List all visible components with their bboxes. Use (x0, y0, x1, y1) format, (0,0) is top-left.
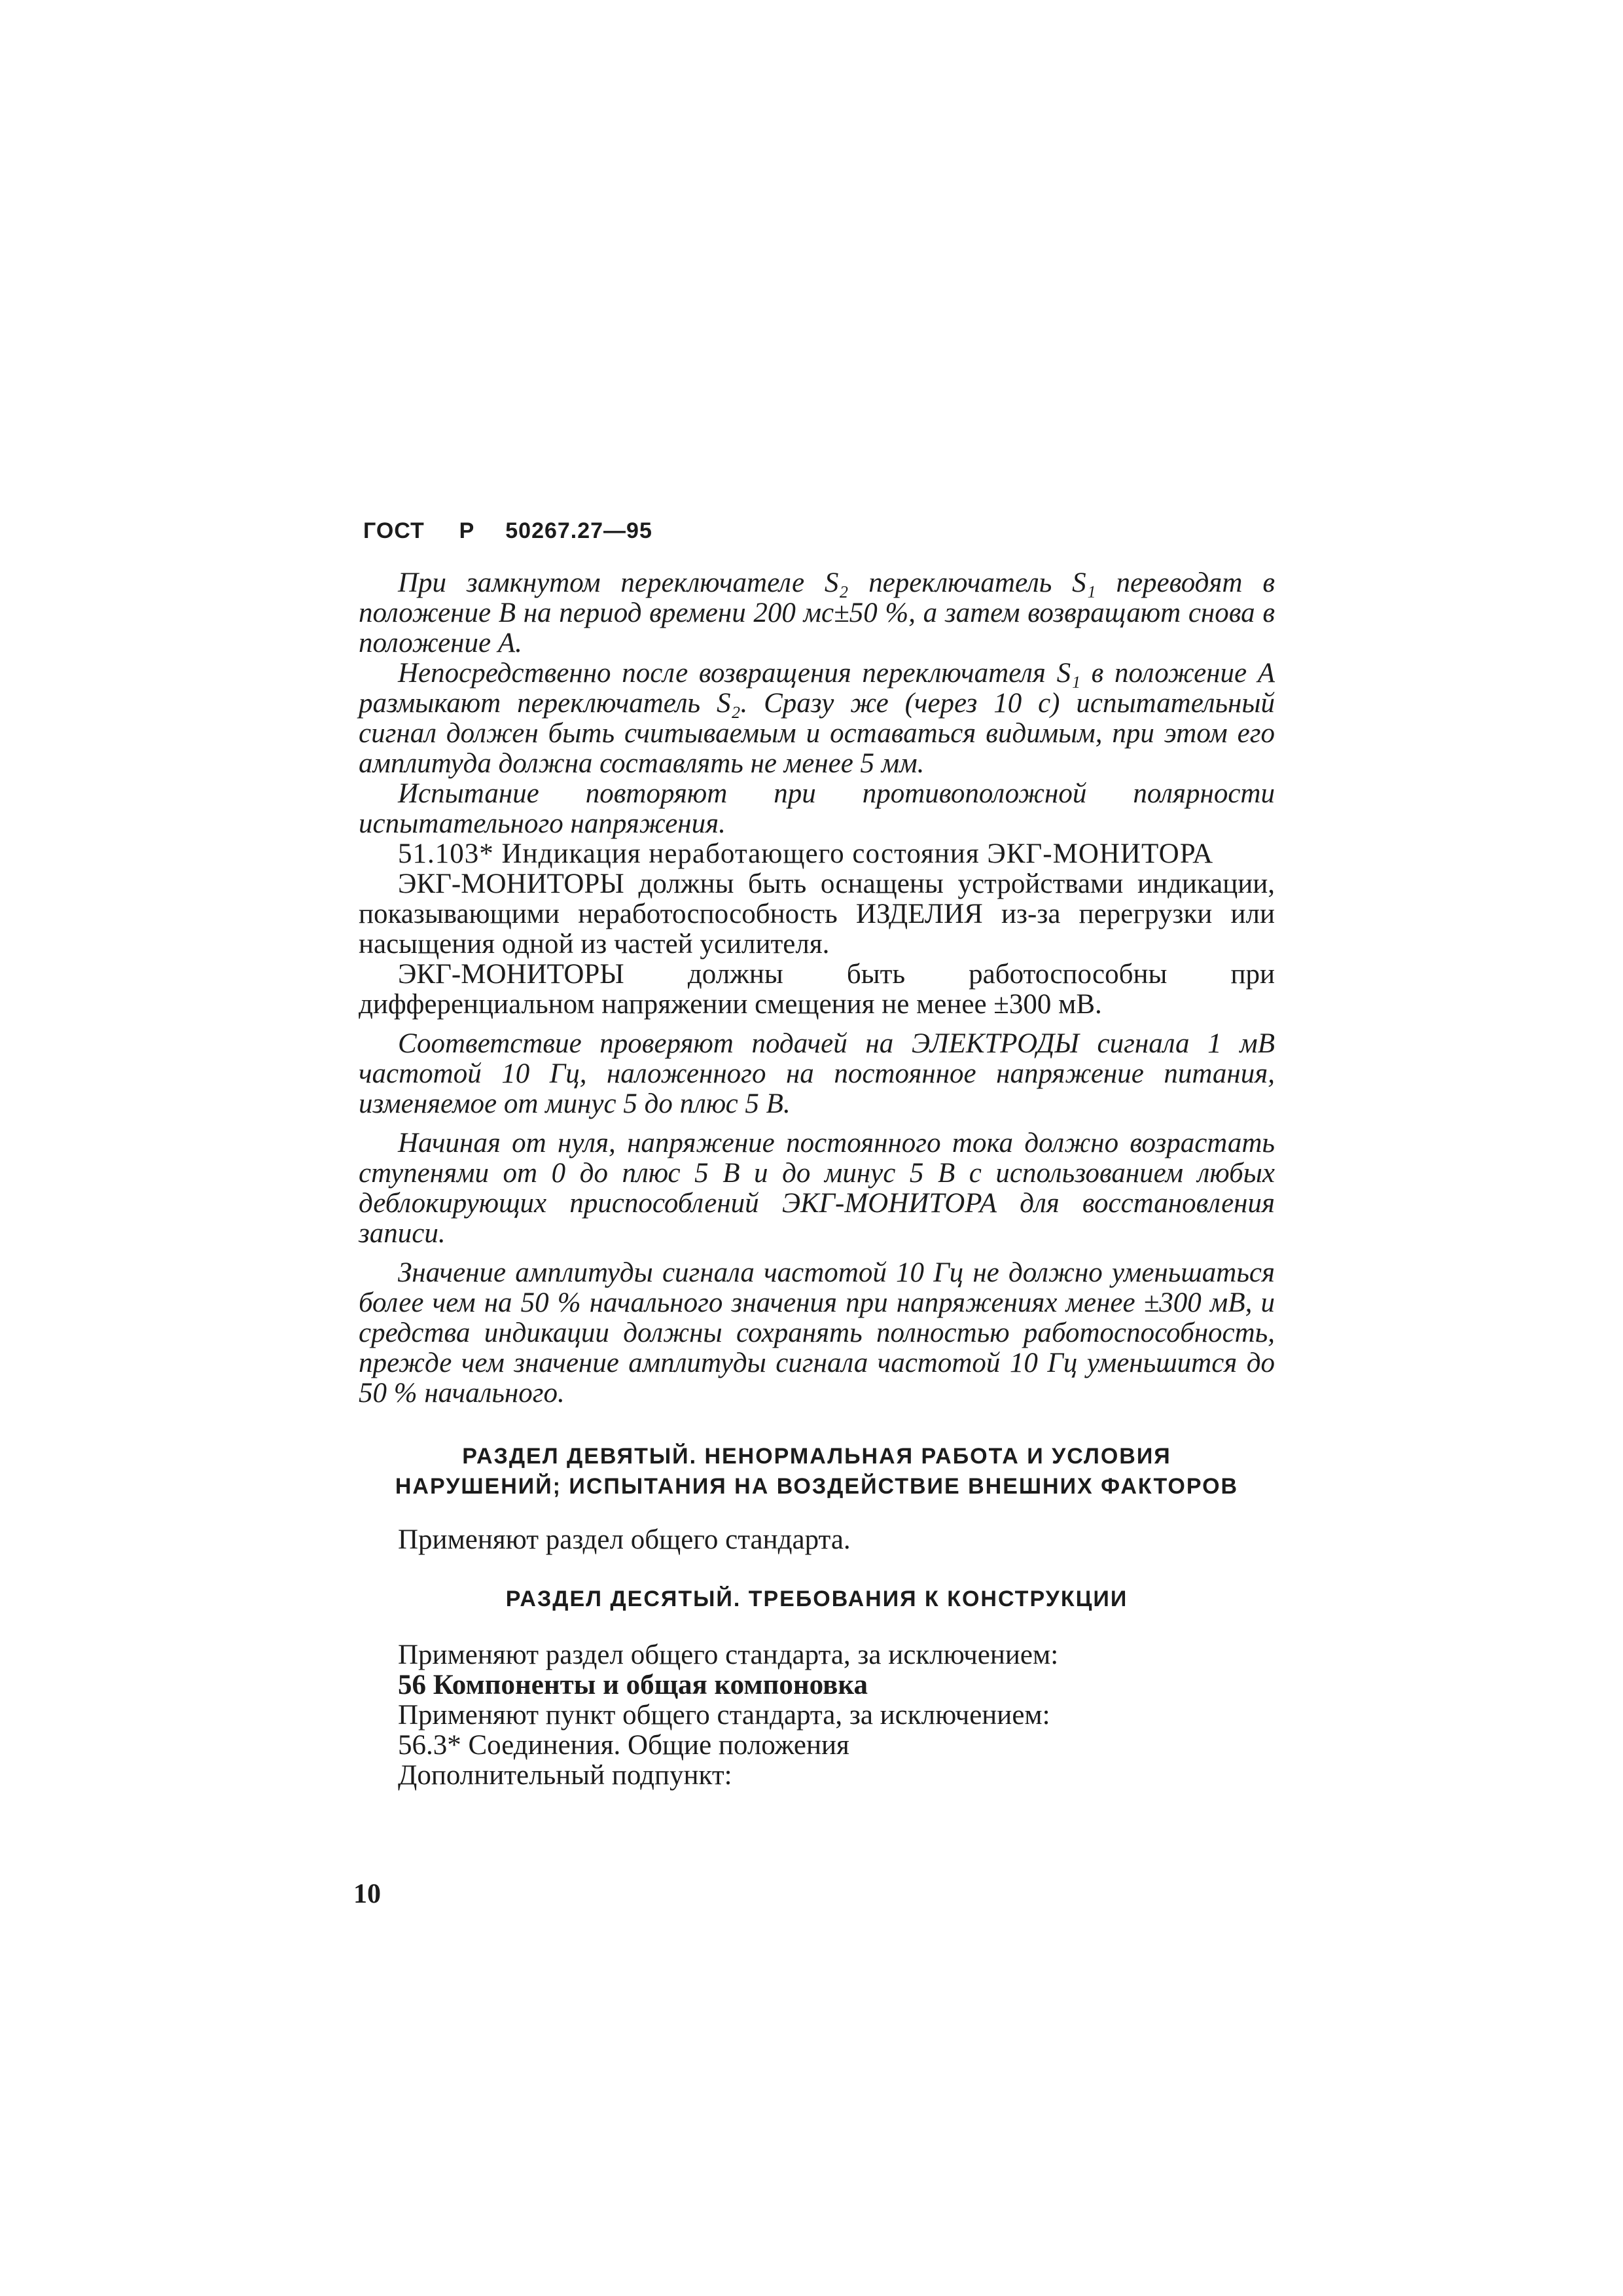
section-9-title-line1: РАЗДЕЛ ДЕВЯТЫЙ. НЕНОРМАЛЬНАЯ РАБОТА И УСЛОВИЯ (462, 1444, 1171, 1469)
paragraph-6: ЭКГ-МОНИТОРЫ должны быть работоспособны при дифференциальном напряжении смещения не менее ±300 мВ. (359, 959, 1275, 1020)
clause-56-title: 56 Компоненты и общая компоновка (398, 1670, 868, 1700)
document-body (359, 568, 1275, 1791)
clause-51-103: 51.103* Индикация неработающего состояния ЭКГ-МОНИТОРА (398, 838, 1214, 869)
page-number: 10 (353, 1879, 381, 1909)
section-10-line1: Применяют раздел общего стандарта, за исключением: (398, 1640, 1059, 1670)
header-number: 50267.27—95 (505, 518, 652, 543)
paragraph-1: При замкнутом переключателе S₂ переключатель S₁ переводят в положение В на период времени 200 мс±50 %, а затем возвращают снова в положение А. (359, 567, 1275, 658)
header-letter: Р (459, 518, 475, 543)
clause-56-3: 56.3* Соединения. Общие положения (398, 1730, 849, 1761)
paragraph-7: Соответствие проверяют подачей на ЭЛЕКТРОДЫ сигнала 1 мВ частотой 10 Гц, наложенного на постоянное напряжение питания, изменяемое от минус 5 до плюс 5 В. (359, 1028, 1275, 1119)
paragraph-2: Непосредственно после возвращения переключателя S₁ в положение А размыкают переключатель S₂. Сразу же (через 10 с) испытательный сигнал должен быть считываемым и оставаться видимым, при этом его амплитуда должна составлять не менее 5 мм. (359, 658, 1275, 779)
paragraph-9: Значение амплитуды сигнала частотой 10 Гц не должно уменьшаться более чем на 50 % начального значения при напряжениях менее ±300 мВ, и средства индикации должны сохранять полностью работоспособность, прежде чем значение амплитуды сигнала частотой 10 Гц уменьшится до 50 % начального. (359, 1257, 1275, 1408)
paragraph-5: ЭКГ-МОНИТОРЫ должны быть оснащены устройствами индикации, показывающими неработоспособность ИЗДЕЛИЯ из-за перегрузки или насыщения одной из частей усилителя. (359, 869, 1275, 960)
section-9-text: Применяют раздел общего стандарта. (398, 1524, 851, 1555)
section-10-line3: Применяют пункт общего стандарта, за исключением: (398, 1700, 1050, 1731)
paragraph-8: Начиная от нуля, напряжение постоянного тока должно возрастать ступенями от 0 до плюс 5 В и до минус 5 В с использованием любых деблокирующих приспособлений ЭКГ-МОНИТОРА для восстановления записи. (359, 1128, 1275, 1249)
document-header (363, 518, 652, 544)
paragraph-3: Испытание повторяют при противоположной полярности испытательного напряжения. (359, 778, 1275, 839)
section-10-title: РАЗДЕЛ ДЕСЯТЫЙ. ТРЕБОВАНИЯ К КОНСТРУКЦИИ (505, 1587, 1128, 1611)
header-gost: ГОСТ (363, 518, 425, 543)
section-9-title-line2: НАРУШЕНИЙ; ИСПЫТАНИЯ НА ВОЗДЕЙСТВИЕ ВНЕШНИХ ФАКТОРОВ (395, 1474, 1239, 1499)
section-10-line5: Дополнительный подпункт: (398, 1760, 732, 1791)
